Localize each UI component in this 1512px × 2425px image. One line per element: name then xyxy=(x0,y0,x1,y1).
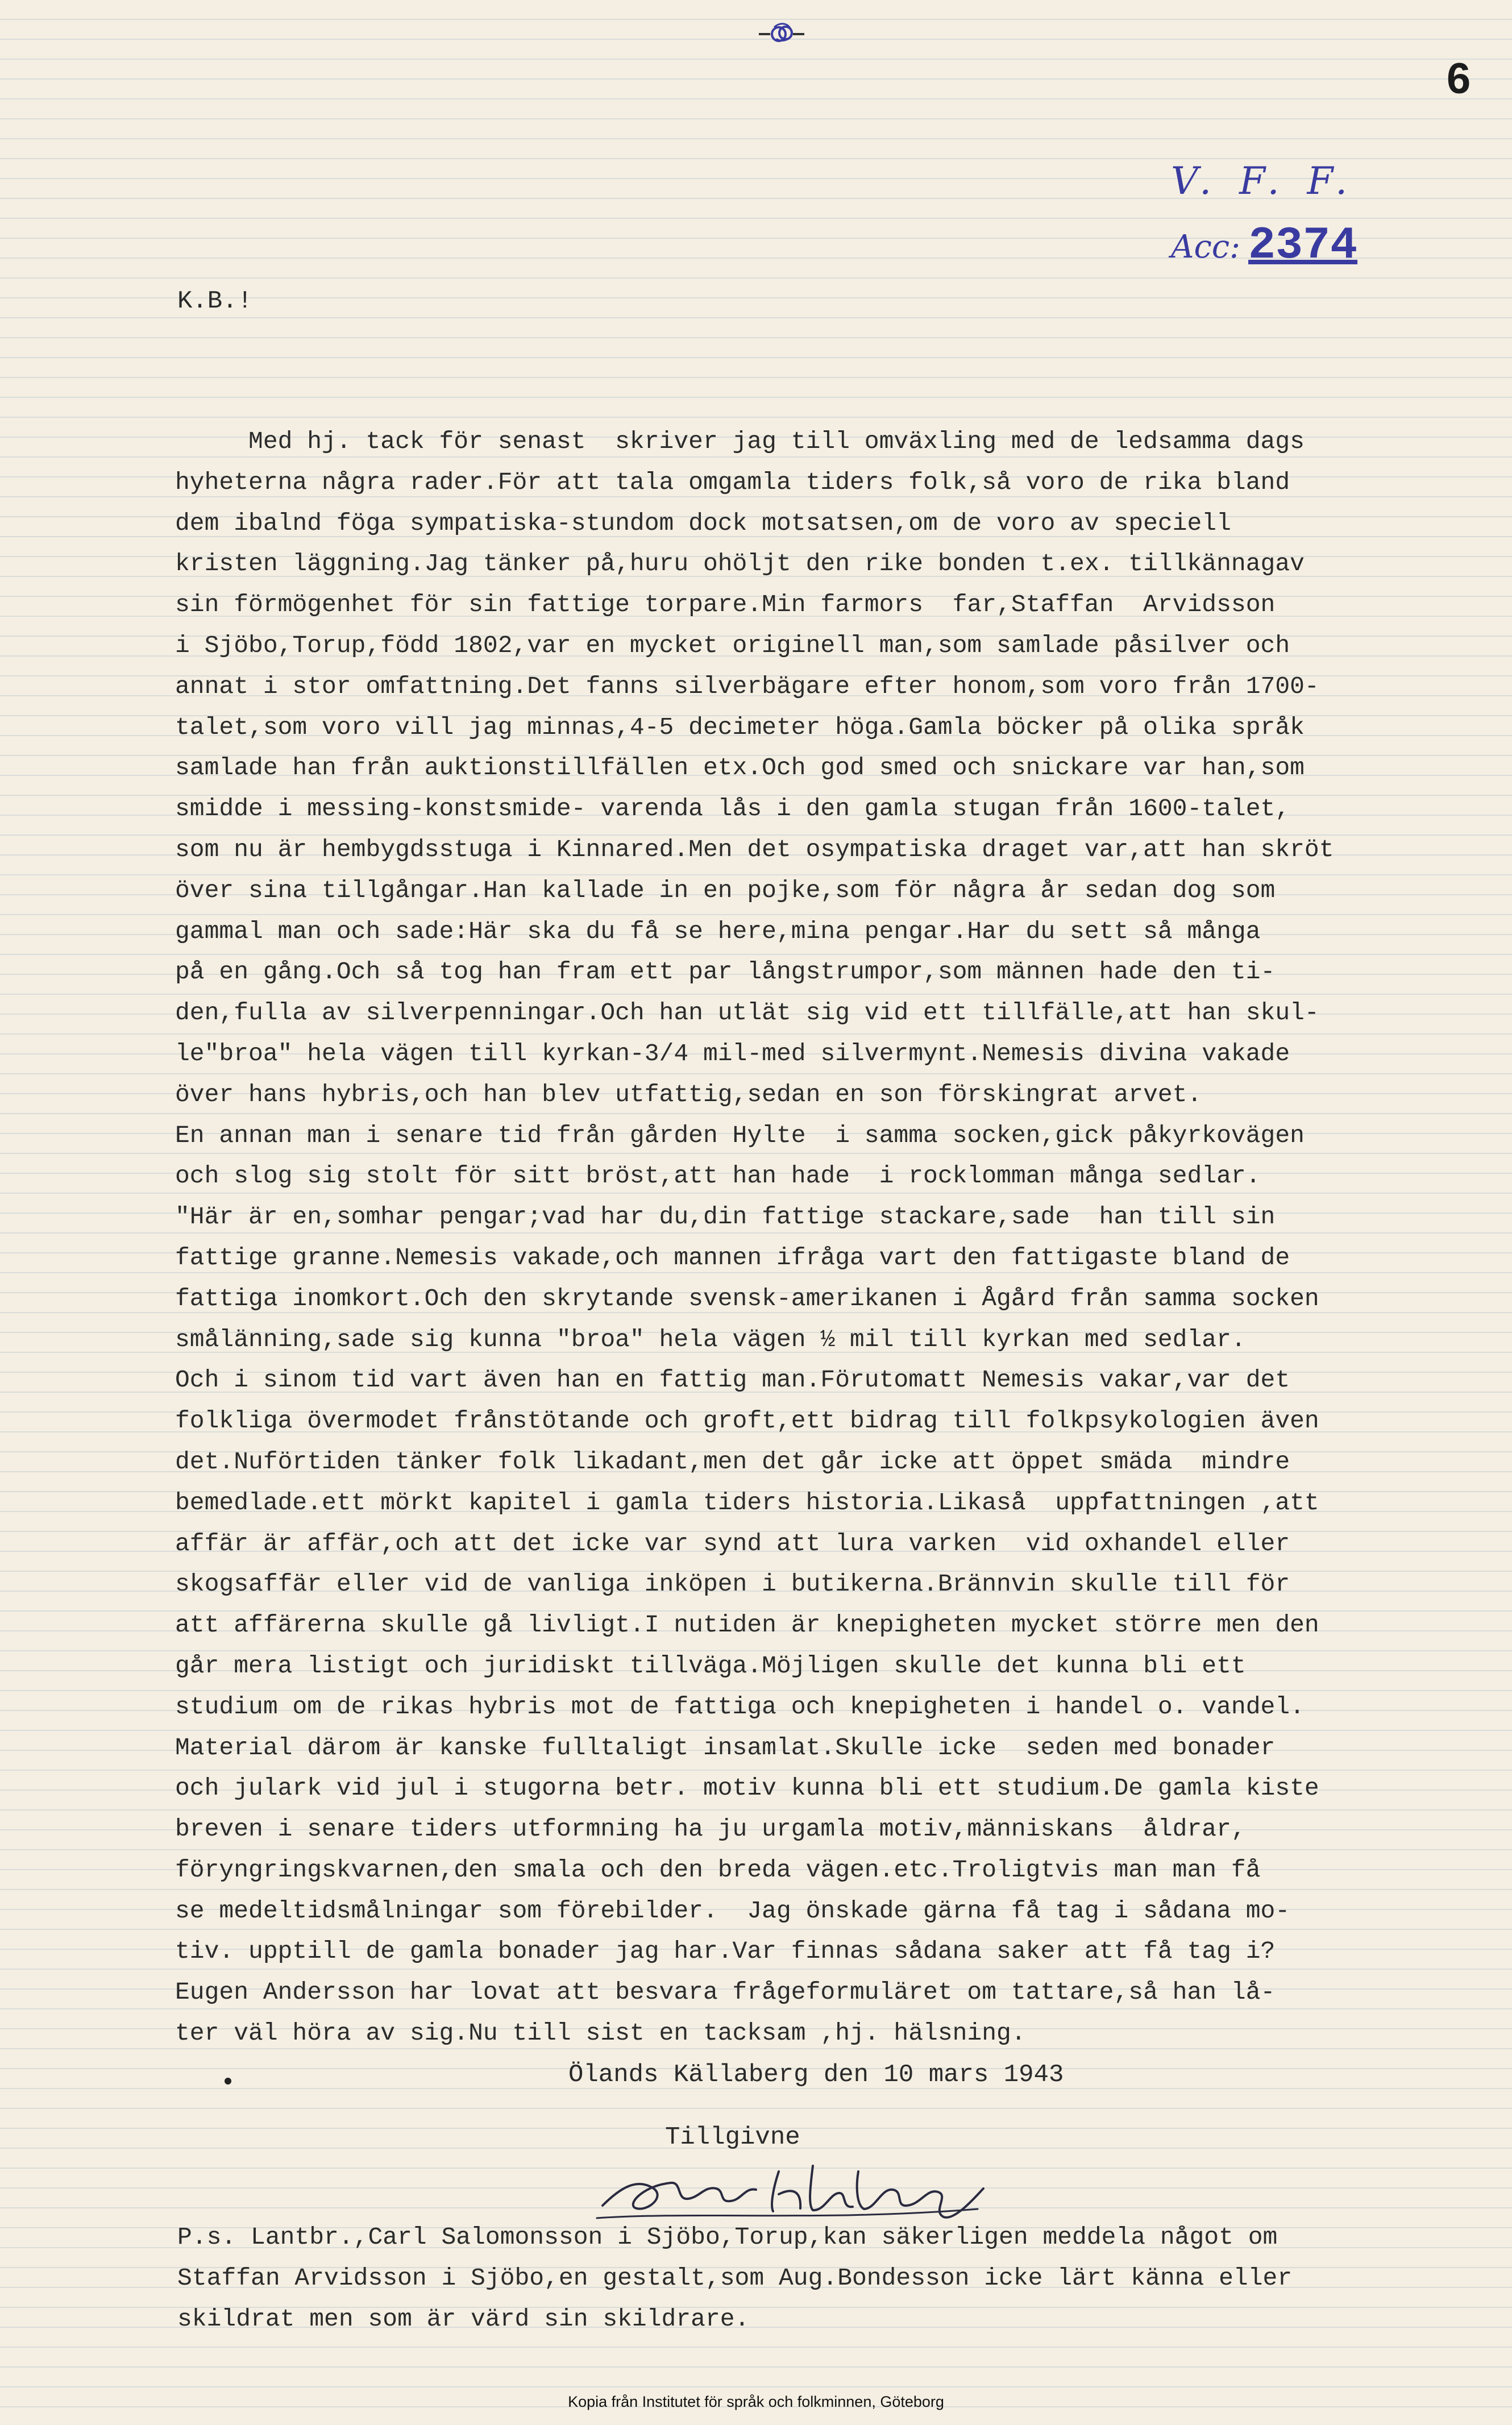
body-line: över hans hybris,och han blev utfattig,sedan en son förskingrat arvet. xyxy=(175,1080,1202,1108)
body-line: på en gång.Och så tog han fram ett par långstrumpor,som männen hade den ti- xyxy=(175,958,1276,986)
body-line: över sina tillgångar.Han kallade in en pojke,som för några år sedan dog som xyxy=(175,876,1276,904)
body-line: fattiga inomkort.Och den skrytande svensk-amerikanen i Ågård från samma socken xyxy=(175,1284,1319,1313)
body-line: tiv. upptill de gamla bonader jag har.Var finnas sådana saker att få tag i? xyxy=(175,1937,1276,1966)
body-line: och slog sig stolt för sitt bröst,att han hade i rocklomman många sedlar. xyxy=(175,1162,1261,1190)
ornament-flourish-icon xyxy=(756,17,807,51)
body-line: "Här är en,somhar pengar;vad har du,din fattige stackare,sade han till sin xyxy=(175,1203,1276,1231)
body-line: dem ibalnd föga sympatiska-stundom dock motsatsen,om de voro av speciell xyxy=(175,509,1231,537)
letter-body xyxy=(175,421,1499,2054)
body-line: ter väl höra av sig.Nu till sist en tacksam ,hj. hälsning. xyxy=(175,2019,1026,2048)
place-date: Ölands Källaberg den 10 mars 1943 xyxy=(568,2061,1064,2089)
body-line: smidde i messing-konstsmide- varenda lås i den gamla stugan från 1600-talet, xyxy=(175,795,1290,823)
body-line: samlade han från auktionstillfällen etx.Och god smed och snickare var han,som xyxy=(175,754,1305,782)
body-line: gammal man och sade:Här ska du få se here,mina pengar.Har du sett så många xyxy=(175,917,1261,945)
body-line: Eugen Andersson har lovat att besvara frågeformuläret om tattare,så han lå- xyxy=(175,1978,1276,2007)
body-line: bemedlade.ett mörkt kapitel i gamla tiders historia.Likaså uppfattningen ,att xyxy=(175,1488,1319,1517)
body-line: breven i senare tiders utformning ha ju urgamla motiv,människans åldrar, xyxy=(175,1815,1246,1843)
body-line: En annan man i senare tid från gården Hylte i samma socken,gick påkyrkovägen xyxy=(175,1121,1305,1149)
stamp-acc-number: 2374 xyxy=(1248,220,1358,272)
body-line: Material därom är kanske fulltaligt insamlat.Skulle icke seden med bonader xyxy=(175,1733,1276,1762)
archive-stamp xyxy=(1171,159,1358,272)
closing: Tillgivne xyxy=(665,2123,800,2152)
body-line: att affärerna skulle gå livligt.I nutiden är knepigheten mycket större men den xyxy=(175,1611,1319,1639)
body-line: affär är affär,och att det icke var synd att lura varken vid oxhandel eller xyxy=(175,1529,1290,1558)
archive-footer: Kopia från Institutet för språk och folkminnen, Göteborg xyxy=(568,2393,944,2410)
ps-line: P.s. Lantbr.,Carl Salomonsson i Sjöbo,Torup,kan säkerligen meddela något om xyxy=(177,2223,1278,2251)
page-number: 6 xyxy=(1447,55,1471,103)
body-line: annat i stor omfattning.Det fanns silverbägare efter honom,som voro från 1700- xyxy=(175,672,1319,700)
bullet-dot-icon xyxy=(225,2078,231,2084)
body-line: fattige granne.Nemesis vakade,och mannen ifråga vart den fattigaste bland de xyxy=(175,1243,1290,1272)
body-line: talet,som voro vill jag minnas,4-5 decimeter höga.Gamla böcker på olika språk xyxy=(175,713,1305,741)
body-line: går mera listigt och juridiskt tillväga.Möjligen skulle det kunna bli ett xyxy=(175,1651,1246,1680)
body-line: föryngringskvarnen,den smala och den breda vägen.etc.Troligtvis man man få xyxy=(175,1855,1261,1884)
body-line: le"broa" hela vägen till kyrkan-3/4 mil-med silvermynt.Nemesis divina vakade xyxy=(175,1039,1290,1068)
body-line: Med hj. tack för senast skriver jag till omväxling med de ledsamma dags xyxy=(175,427,1305,455)
stamp-vff: V. F. F. xyxy=(1171,159,1356,203)
body-line: kristen läggning.Jag tänker på,huru ohöljt den rike bonden t.ex. tillkännagav xyxy=(175,550,1305,578)
body-line: Och i sinom tid vart även han en fattig man.Förutomatt Nemesis vakar,var det xyxy=(175,1366,1290,1394)
body-line: hyheterna några rader.För att tala omgamla tiders folk,så voro de rika bland xyxy=(175,468,1290,496)
body-line: det.Nuförtiden tänker folk likadant,men det går icke att öppet smäda mindre xyxy=(175,1447,1290,1476)
body-line: i Sjöbo,Torup,född 1802,var en mycket originell man,som samlade påsilver och xyxy=(175,631,1290,659)
body-line: studium om de rikas hybris mot de fattiga och knepigheten i handel o. vandel. xyxy=(175,1692,1305,1721)
body-line: folkliga övermodet frånstötande och groft,ett bidrag till folkpsykologien även xyxy=(175,1407,1319,1435)
ps-line: skildrat men som är värd sin skildrare. xyxy=(177,2305,750,2333)
postscript xyxy=(177,2217,1502,2340)
body-line: den,fulla av silverpenningar.Och han utlät sig vid ett tillfälle,att han skul- xyxy=(175,999,1319,1027)
body-line: se medeltidsmålningar som förebilder. Jag önskade gärna få tag i sådana mo- xyxy=(175,1896,1290,1925)
body-line: skogsaffär eller vid de vanliga inköpen i butikerna.Brännvin skulle till för xyxy=(175,1570,1290,1598)
salutation: K.B.! xyxy=(177,287,253,315)
body-line: sin förmögenhet för sin fattige torpare.Min farmors far,Staffan Arvidsson xyxy=(175,591,1276,619)
stamp-acc-label: Acc: xyxy=(1171,229,1241,265)
stamp-accession xyxy=(1171,220,1357,272)
body-line: smålänning,sade sig kunna "broa" hela vägen ½ mil till kyrkan med sedlar. xyxy=(175,1325,1246,1353)
body-line: som nu är hembygdsstuga i Kinnared.Men det osympatiska draget var,att han skröt xyxy=(175,835,1334,863)
ps-line: Staffan Arvidsson i Sjöbo,en gestalt,som Aug.Bondesson icke lärt känna eller xyxy=(177,2264,1293,2292)
body-line: och julark vid jul i stugorna betr. motiv kunna bli ett studium.De gamla kiste xyxy=(175,1774,1319,1803)
